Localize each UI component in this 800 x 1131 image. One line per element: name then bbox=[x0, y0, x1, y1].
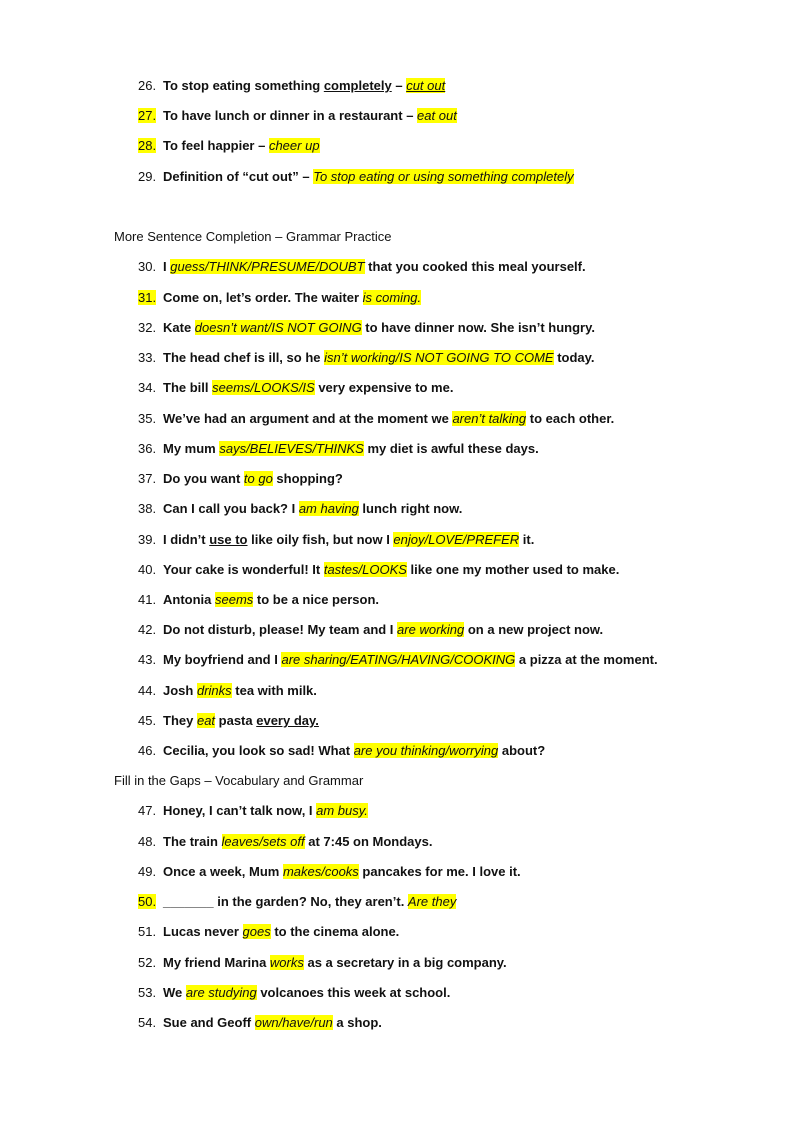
item-number-text: 38. bbox=[138, 501, 157, 516]
item-number-text: 53. bbox=[138, 985, 157, 1000]
item-number-text: 51. bbox=[138, 924, 157, 939]
prompt-text: The train bbox=[163, 834, 222, 849]
list-item bbox=[138, 107, 457, 125]
item-number bbox=[138, 319, 163, 337]
answer-text: are studying bbox=[185, 985, 257, 1000]
prompt-text: Kate bbox=[163, 320, 195, 335]
prompt-text: at 7:45 on Mondays. bbox=[304, 834, 433, 849]
prompt-text: We’ve had an argument and at the moment we bbox=[163, 411, 453, 426]
item-number bbox=[138, 833, 163, 851]
item-text bbox=[163, 411, 614, 426]
item-text bbox=[163, 924, 399, 939]
prompt-text: Definition of “cut out” – bbox=[163, 169, 314, 184]
prompt-text: _______ in the garden? No, they aren’t. bbox=[163, 894, 408, 909]
prompt-text: it. bbox=[519, 532, 535, 547]
item-number bbox=[138, 863, 163, 881]
item-text bbox=[163, 108, 457, 123]
prompt-text: I bbox=[163, 259, 171, 274]
item-number bbox=[138, 440, 163, 458]
answer-text: goes bbox=[242, 924, 271, 939]
list-item bbox=[138, 591, 379, 609]
prompt-text: Antonia bbox=[163, 592, 215, 607]
answer-text: to go bbox=[243, 471, 273, 486]
item-number-text: 36. bbox=[138, 441, 157, 456]
prompt-text: a shop. bbox=[332, 1015, 382, 1030]
answer-text: works bbox=[269, 955, 304, 970]
answer-text: eat bbox=[196, 713, 216, 728]
answer-text: are you thinking/worrying bbox=[353, 743, 499, 758]
section-heading: Fill in the Gaps – Vocabulary and Grammar bbox=[114, 773, 364, 788]
item-number bbox=[138, 712, 163, 730]
item-number bbox=[138, 107, 163, 125]
answer-text: is coming. bbox=[362, 290, 422, 305]
prompt-text: Lucas never bbox=[163, 924, 243, 939]
list-item bbox=[138, 349, 595, 367]
item-number bbox=[138, 77, 163, 95]
prompt-text: today. bbox=[553, 350, 595, 365]
answer-text: doesn’t want/IS NOT GOING bbox=[194, 320, 362, 335]
item-number bbox=[138, 470, 163, 488]
item-number bbox=[138, 984, 163, 1002]
item-text bbox=[163, 169, 574, 184]
prompt-text: to be a nice person. bbox=[253, 592, 379, 607]
list-item bbox=[138, 923, 399, 941]
list-item bbox=[138, 651, 658, 669]
answer-text: enjoy/LOVE/PREFER bbox=[393, 532, 520, 547]
item-text bbox=[163, 1015, 382, 1030]
item-number-text: 27. bbox=[138, 108, 157, 123]
item-number bbox=[138, 561, 163, 579]
item-text bbox=[163, 743, 545, 758]
prompt-text: Once a week, Mum bbox=[163, 864, 283, 879]
prompt-text: Come on, let’s order. The waiter bbox=[163, 290, 363, 305]
item-number bbox=[138, 1014, 163, 1032]
item-number bbox=[138, 349, 163, 367]
item-number-text: 42. bbox=[138, 622, 157, 637]
prompt-text: very expensive to me. bbox=[314, 380, 454, 395]
prompt-text: my diet is awful these days. bbox=[363, 441, 539, 456]
item-number-text: 30. bbox=[138, 259, 157, 274]
item-number-text: 48. bbox=[138, 834, 157, 849]
underlined-text: every day. bbox=[256, 713, 319, 728]
list-item bbox=[138, 1014, 382, 1032]
item-number-text: 37. bbox=[138, 471, 157, 486]
item-text bbox=[163, 985, 450, 1000]
answer-text: are working bbox=[397, 622, 465, 637]
item-number bbox=[138, 379, 163, 397]
prompt-text: – bbox=[391, 78, 407, 93]
underlined-text: completely bbox=[323, 78, 392, 93]
item-number-text: 26. bbox=[138, 78, 157, 93]
item-text bbox=[163, 562, 619, 577]
item-number-text: 43. bbox=[138, 652, 157, 667]
item-text bbox=[163, 441, 539, 456]
prompt-text: on a new project now. bbox=[464, 622, 604, 637]
item-number bbox=[138, 802, 163, 820]
item-number bbox=[138, 742, 163, 760]
section-heading: More Sentence Completion – Grammar Practice bbox=[114, 229, 392, 244]
underlined-text: use to bbox=[209, 532, 248, 547]
prompt-text: tea with milk. bbox=[231, 683, 317, 698]
item-number bbox=[138, 258, 163, 276]
item-text bbox=[163, 803, 368, 818]
item-text bbox=[163, 138, 320, 153]
prompt-text: I didn’t bbox=[163, 532, 210, 547]
item-text bbox=[163, 955, 507, 970]
item-number bbox=[138, 651, 163, 669]
answer-text: cut out bbox=[406, 78, 446, 93]
item-number-text: 50. bbox=[138, 894, 157, 909]
item-number-text: 54. bbox=[138, 1015, 157, 1030]
prompt-text: Your cake is wonderful! It bbox=[163, 562, 324, 577]
item-number-text: 44. bbox=[138, 683, 157, 698]
prompt-text: Can I call you back? I bbox=[163, 501, 299, 516]
item-number-text: 41. bbox=[138, 592, 157, 607]
item-text bbox=[163, 290, 421, 305]
item-text bbox=[163, 532, 534, 547]
answer-text: tastes/LOOKS bbox=[323, 562, 407, 577]
item-number-text: 49. bbox=[138, 864, 157, 879]
prompt-text: pasta bbox=[215, 713, 257, 728]
prompt-text: Do not disturb, please! My team and I bbox=[163, 622, 398, 637]
prompt-text: like oily fish, but now I bbox=[247, 532, 394, 547]
item-number-text: 47. bbox=[138, 803, 157, 818]
list-item bbox=[138, 258, 586, 276]
answer-text: leaves/sets off bbox=[221, 834, 305, 849]
answer-text: cheer up bbox=[268, 138, 320, 153]
prompt-text: Honey, I can’t talk now, I bbox=[163, 803, 317, 818]
prompt-text: My mum bbox=[163, 441, 220, 456]
prompt-text: volcanoes this week at school. bbox=[256, 985, 451, 1000]
prompt-text: about? bbox=[498, 743, 546, 758]
prompt-text: They bbox=[163, 713, 197, 728]
item-text bbox=[163, 78, 445, 93]
item-number-text: 39. bbox=[138, 532, 157, 547]
list-item bbox=[138, 289, 421, 307]
prompt-text: like one my mother used to make. bbox=[406, 562, 620, 577]
prompt-text: Cecilia, you look so sad! What bbox=[163, 743, 354, 758]
list-item bbox=[138, 319, 595, 337]
item-number bbox=[138, 168, 163, 186]
item-number bbox=[138, 531, 163, 549]
item-text bbox=[163, 622, 603, 637]
list-item bbox=[138, 531, 534, 549]
list-item bbox=[138, 137, 320, 155]
item-text bbox=[163, 471, 343, 486]
list-item bbox=[138, 379, 453, 397]
list-item bbox=[138, 893, 456, 911]
answer-text: says/BELIEVES/THINKS bbox=[219, 441, 364, 456]
list-item bbox=[138, 742, 545, 760]
prompt-text: My boyfriend and I bbox=[163, 652, 282, 667]
item-number-text: 28. bbox=[138, 138, 157, 153]
answer-text: aren’t talking bbox=[452, 411, 527, 426]
item-number-text: 40. bbox=[138, 562, 157, 577]
prompt-text: We bbox=[163, 985, 186, 1000]
prompt-text: Do you want bbox=[163, 471, 244, 486]
prompt-text: to the cinema alone. bbox=[270, 924, 400, 939]
prompt-text: to each other. bbox=[526, 411, 615, 426]
item-number-text: 45. bbox=[138, 713, 157, 728]
item-number bbox=[138, 621, 163, 639]
item-number-text: 32. bbox=[138, 320, 157, 335]
item-text bbox=[163, 683, 317, 698]
prompt-text: to have dinner now. She isn’t hungry. bbox=[361, 320, 595, 335]
answer-text: isn’t working/IS NOT GOING TO COME bbox=[324, 350, 554, 365]
prompt-text: My friend Marina bbox=[163, 955, 270, 970]
list-item bbox=[138, 500, 462, 518]
prompt-text: To stop eating something bbox=[163, 78, 324, 93]
answer-text: guess/THINK/PRESUME/DOUBT bbox=[170, 259, 365, 274]
list-item bbox=[138, 561, 619, 579]
answer-text: eat out bbox=[417, 108, 457, 123]
answer-text: Are they bbox=[407, 894, 457, 909]
list-item bbox=[138, 833, 433, 851]
prompt-text: The head chef is ill, so he bbox=[163, 350, 325, 365]
list-item bbox=[138, 470, 343, 488]
answer-text: seems bbox=[215, 592, 254, 607]
answer-text: are sharing/EATING/HAVING/COOKING bbox=[281, 652, 516, 667]
prompt-text: as a secretary in a big company. bbox=[303, 955, 507, 970]
prompt-text: To feel happier – bbox=[163, 138, 269, 153]
item-text bbox=[163, 652, 658, 667]
answer-text: drinks bbox=[196, 683, 232, 698]
item-number bbox=[138, 289, 163, 307]
item-text bbox=[163, 592, 379, 607]
item-text bbox=[163, 350, 595, 365]
item-number-text: 29. bbox=[138, 169, 157, 184]
item-text bbox=[163, 259, 586, 274]
item-number bbox=[138, 410, 163, 428]
prompt-text: pancakes for me. I love it. bbox=[358, 864, 521, 879]
prompt-text: that you cooked this meal yourself. bbox=[364, 259, 586, 274]
list-item bbox=[138, 168, 574, 186]
item-number-text: 46. bbox=[138, 743, 157, 758]
answer-text: To stop eating or using something completely bbox=[313, 169, 574, 184]
item-text bbox=[163, 320, 595, 335]
answer-text: makes/cooks bbox=[282, 864, 359, 879]
prompt-text: a pizza at the moment. bbox=[515, 652, 658, 667]
item-number bbox=[138, 591, 163, 609]
item-number bbox=[138, 893, 163, 911]
prompt-text: shopping? bbox=[272, 471, 343, 486]
item-number-text: 35. bbox=[138, 411, 157, 426]
list-item bbox=[138, 863, 521, 881]
prompt-text: lunch right now. bbox=[358, 501, 463, 516]
item-number bbox=[138, 923, 163, 941]
answer-text: am having bbox=[298, 501, 359, 516]
list-item bbox=[138, 954, 507, 972]
list-item bbox=[138, 712, 319, 730]
list-item bbox=[138, 77, 445, 95]
item-number bbox=[138, 500, 163, 518]
item-number-text: 52. bbox=[138, 955, 157, 970]
item-number bbox=[138, 137, 163, 155]
list-item bbox=[138, 984, 450, 1002]
prompt-text: Sue and Geoff bbox=[163, 1015, 255, 1030]
item-number bbox=[138, 682, 163, 700]
list-item bbox=[138, 440, 539, 458]
item-number-text: 31. bbox=[138, 290, 157, 305]
item-text bbox=[163, 713, 319, 728]
list-item bbox=[138, 410, 614, 428]
item-text bbox=[163, 894, 456, 909]
item-number-text: 34. bbox=[138, 380, 157, 395]
list-item bbox=[138, 682, 317, 700]
item-text bbox=[163, 864, 521, 879]
item-number bbox=[138, 954, 163, 972]
prompt-text: Josh bbox=[163, 683, 197, 698]
list-item bbox=[138, 621, 603, 639]
answer-text: own/have/run bbox=[254, 1015, 333, 1030]
prompt-text: To have lunch or dinner in a restaurant – bbox=[163, 108, 418, 123]
answer-text: am busy. bbox=[316, 803, 368, 818]
item-text bbox=[163, 501, 462, 516]
item-number-text: 33. bbox=[138, 350, 157, 365]
list-item bbox=[138, 802, 368, 820]
prompt-text: The bill bbox=[163, 380, 213, 395]
item-text bbox=[163, 834, 433, 849]
answer-text: seems/LOOKS/IS bbox=[212, 380, 315, 395]
item-text bbox=[163, 380, 453, 395]
